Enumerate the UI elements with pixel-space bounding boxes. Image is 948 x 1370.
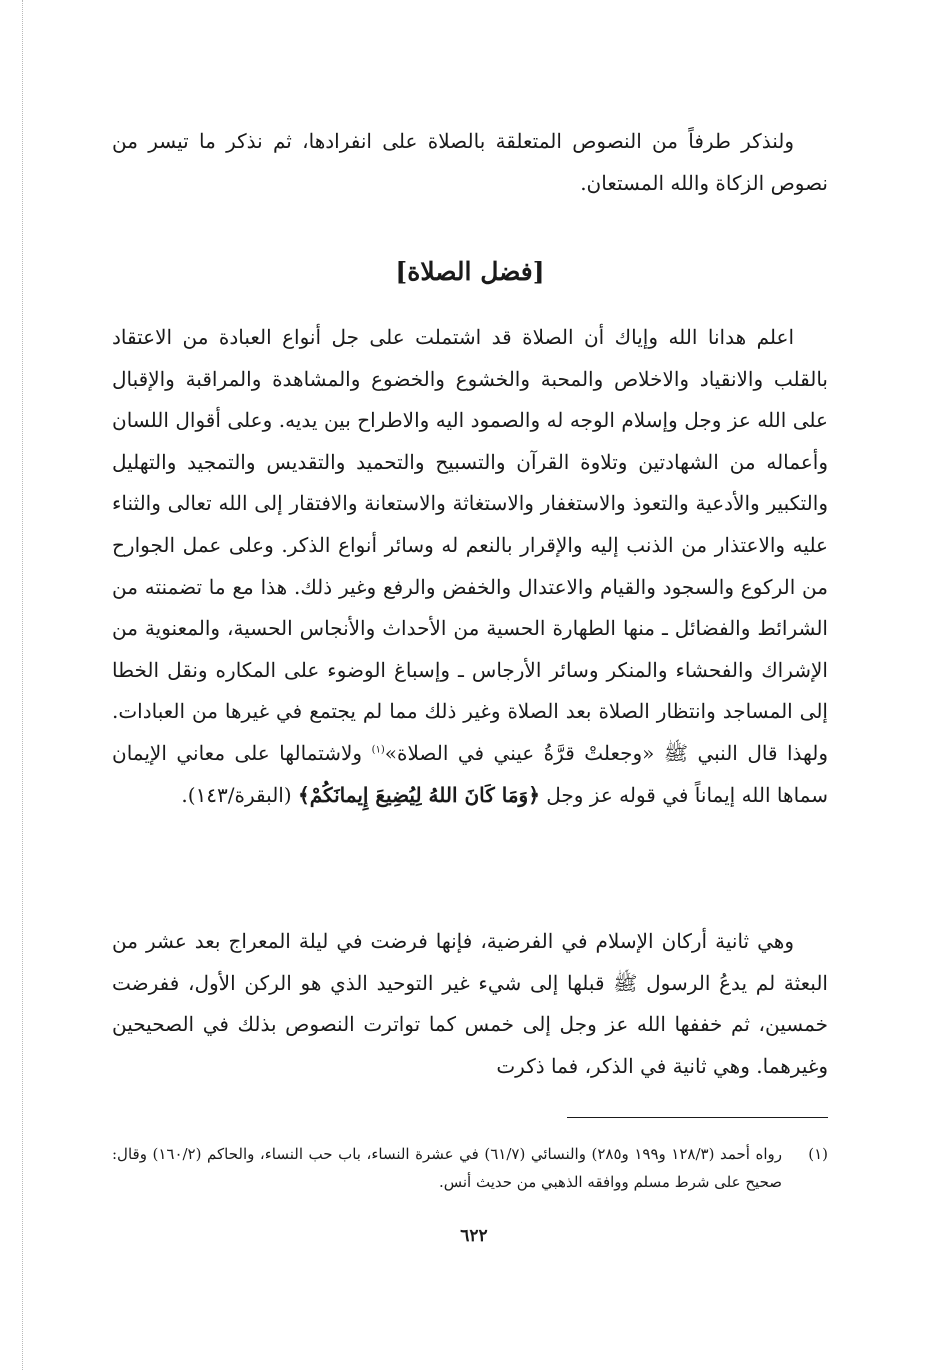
virtue-of-prayer-paragraph <box>112 317 828 816</box>
intro-text: ولنذكر طرفاً من النصوص المتعلقة بالصلاة على انفرادها، ثم نذكر ما تيسر من نصوص الزكاة والله المستعان. <box>112 129 828 195</box>
footnote <box>112 1140 828 1196</box>
footnote-separator <box>567 1117 828 1118</box>
paragraph-text: اعلم هدانا الله وإياك أن الصلاة قد اشتملت على جل أنواع العبادة من الاعتقاد بالقلب والانقياد والاخلاص والمحبة والخشوع والخضوع والمشاهدة والمراقبة والإقبال على الله عز وجل وإسلام الوجه له والصمود اليه والاطراح بين يديه. وعلى أقوال اللسان وأعماله من الشهادتين وتلاوة القرآن والتسبيح والتحميد والتقديس والتمجيد والتهليل والتكبير والأدعية والتعوذ والاستغفار والاستغاثة والاستعانة والافتقار إلى الله تعالى والثناء عليه والاعتذار من الذنب إليه والإقرار بالنعم له وسائر أنواع الذكر. وعلى عمل الجوارح من الركوع والسجود والقيام والاعتدال والخفض والرفع وغير ذلك. هذا مع ما تضمنته من الشرائط والفضائل ـ منها الطهارة الحسية من الأحداث والأنجاس الحسية، والمعنوية من الإشراك والفحشاء والمنكر وسائر الأرجاس ـ وإسباغ الوضوء على المكاره ونقل الخطا إلى المساجد وانتظار الصلاة بعد الصلاة وغير ذلك مما لم يجتمع في غيرها من العبادات. ولهذا قال النبي ﷺ «وجعلتْ قرَّةُ عيني في الصلاة» <box>112 325 828 765</box>
scan-edge-marks <box>22 0 23 1370</box>
section-heading: [فضل الصلاة] <box>395 257 545 286</box>
footnote-number: (١) <box>808 1145 828 1163</box>
pillar-paragraph <box>112 921 828 1087</box>
intro-paragraph <box>112 121 828 204</box>
footnote-text: رواه أحمد (١٢٨/٣ و١٩٩ و٢٨٥) والنسائي (٦١/٧) في عشرة النساء، باب حب النساء، والحاكم (١٦٠/٢) وقال: صحيح على شرط مسلم ووافقه الذهبي من حديث أنس. <box>112 1145 783 1191</box>
page-number: ٦٢٢ <box>460 1226 488 1246</box>
verse-citation: (البقرة/١٤٣). <box>181 782 299 807</box>
quran-verse: ﴿وَمَا كَانَ اللهُ لِيُضِيعَ إِيمانَكُمْ﴾ <box>298 782 540 807</box>
paragraph-text-continued: ولاشتمالها على معاني الإيمان سماها الله إيماناً في قوله عز وجل <box>112 740 828 807</box>
paragraph-text: وهي ثانية أركان الإسلام في الفرضية، فإنها فرضت في ليلة المعراج بعد عشر من البعثة لم يدعُ الرسول ﷺ قبلها إلى شيء غير التوحيد الذي هو الركن الأول، ففرضت خمسين، ثم خففها الله عز وجل إلى خمس كما تواترت النصوص بذلك في الصحيحين وغيرهما. وهي ثانية في الذكر، فما ذكرت <box>112 929 828 1078</box>
footnote-marker[interactable]: (١) <box>371 744 385 756</box>
